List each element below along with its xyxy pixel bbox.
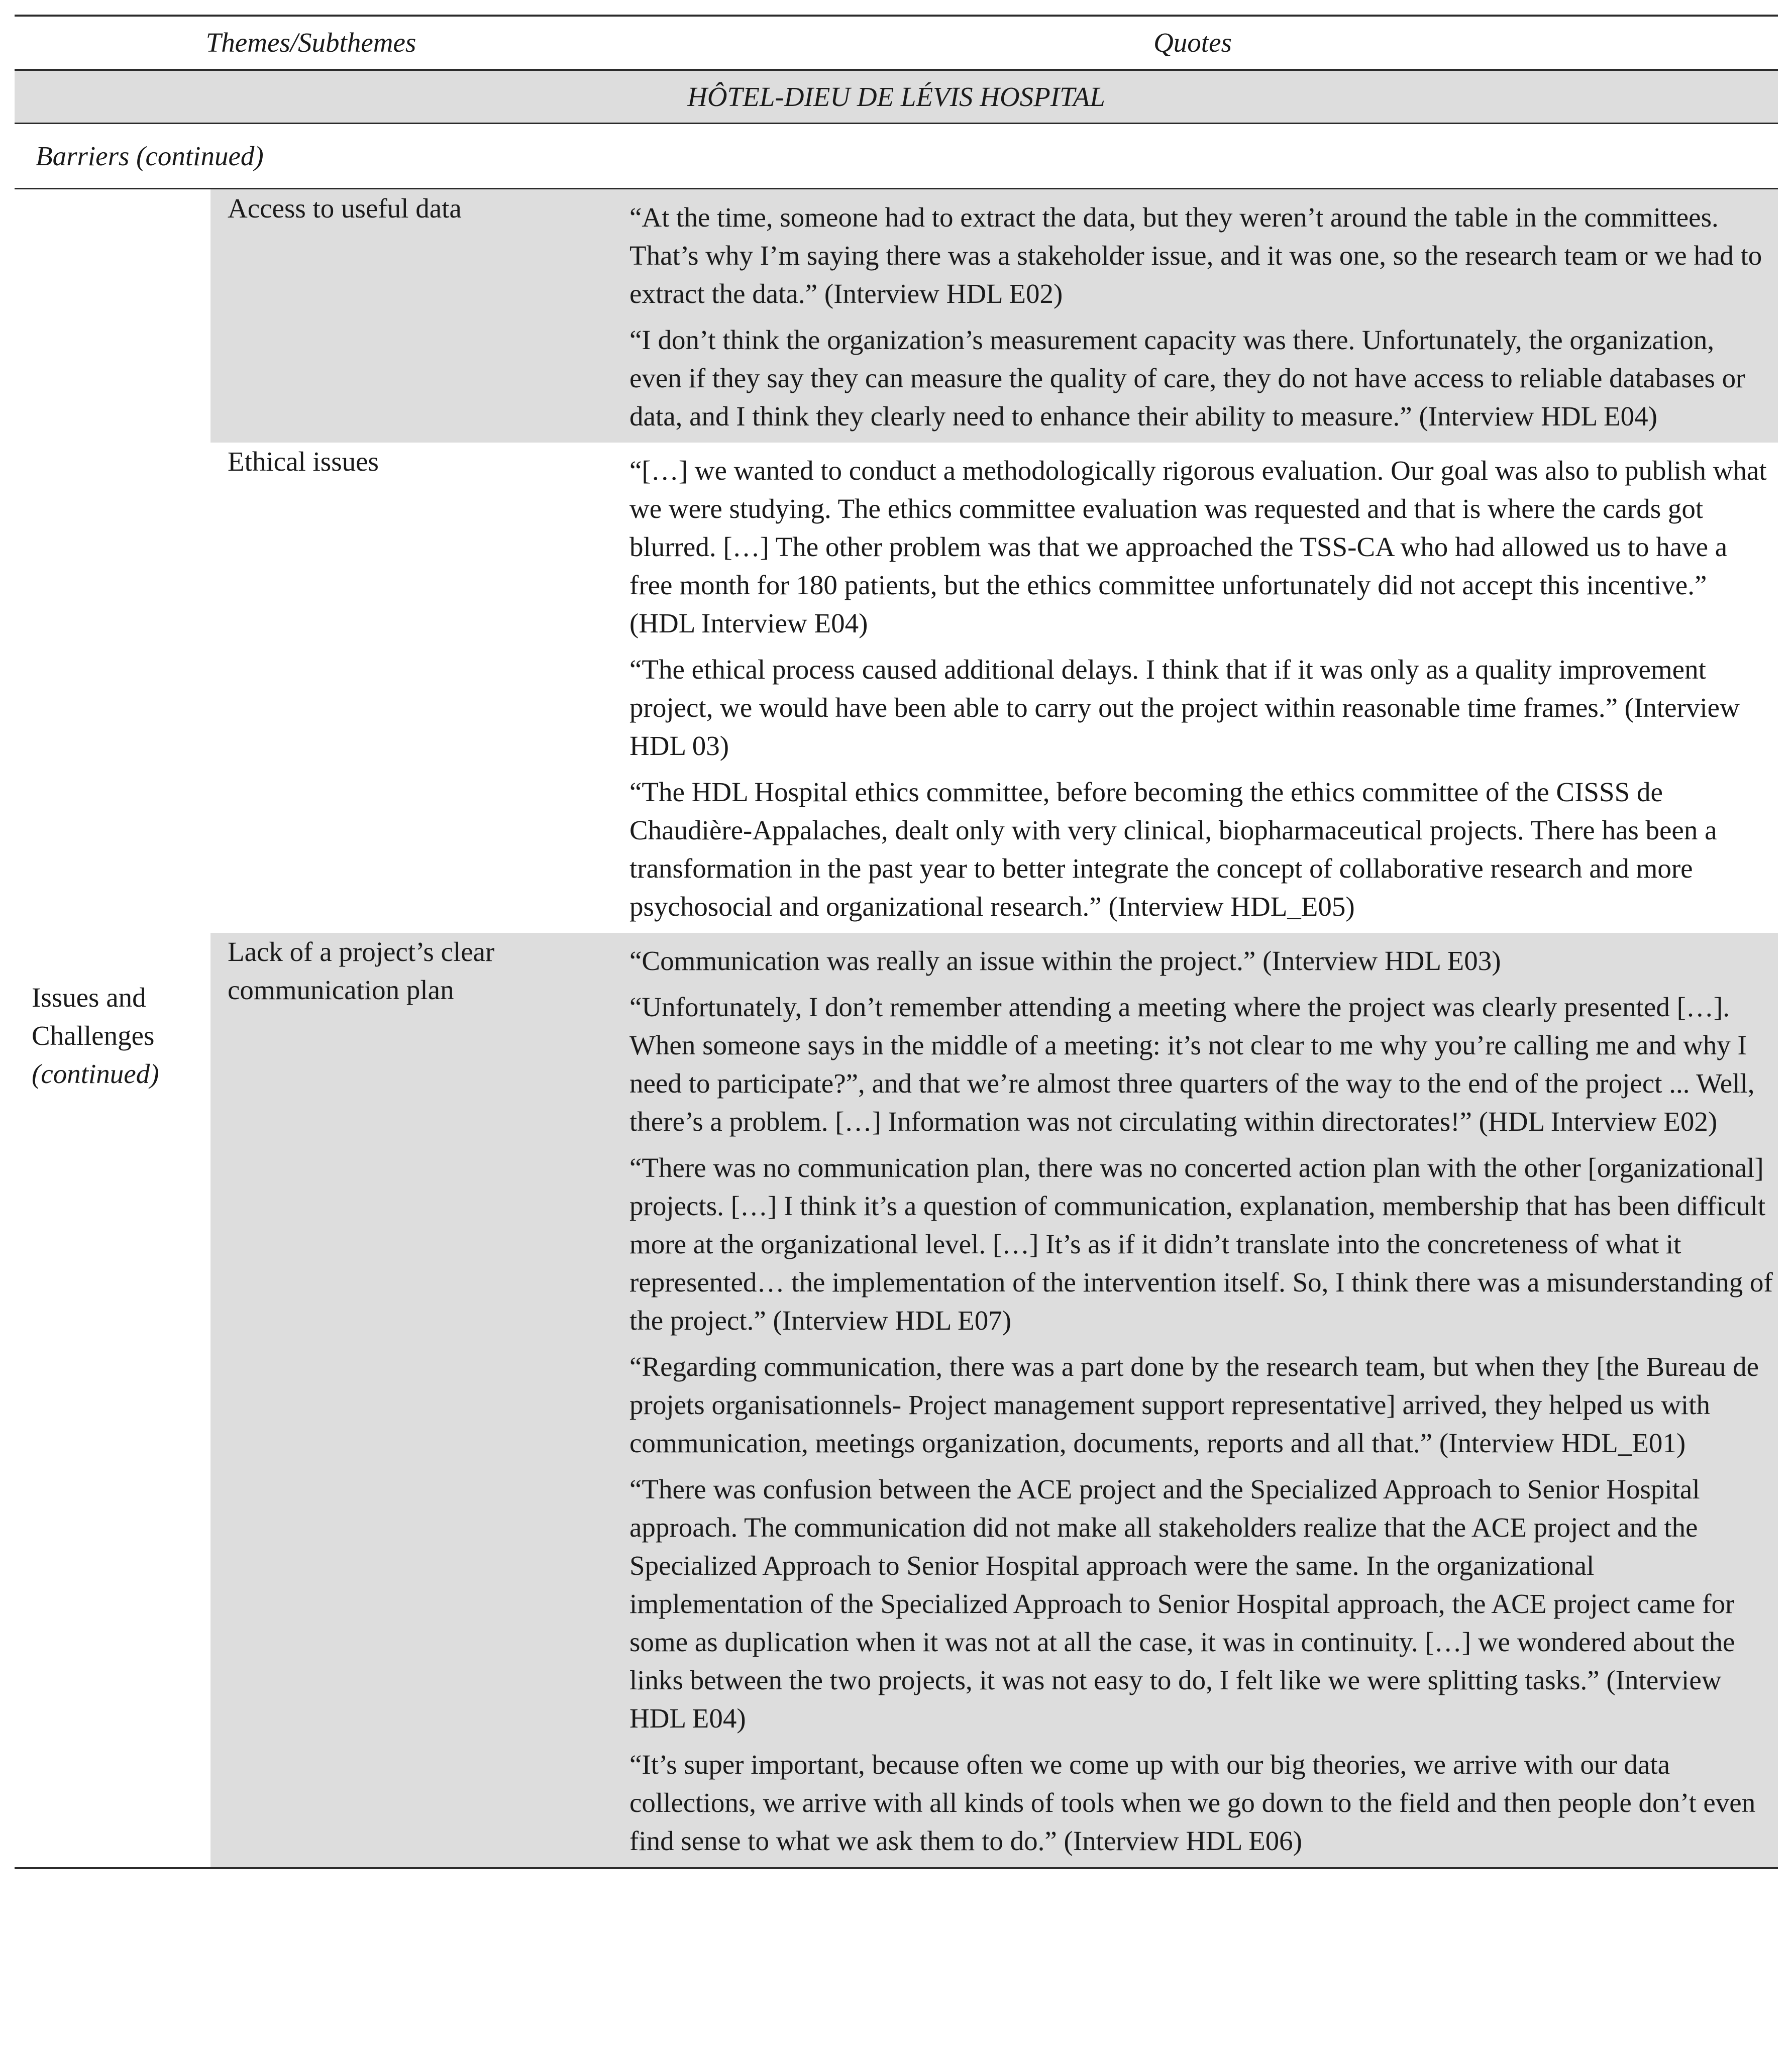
subtheme-cell-ethical	[210, 443, 617, 933]
column-header-quotes: Quotes	[1153, 27, 1232, 58]
column-header-themes: Themes/Subthemes	[205, 27, 416, 58]
quote: “The HDL Hospital ethics committee, before becoming the ethics committee of the CISSS de Chaudière-Appalaches, dealt only with very clinical, biopharmaceutical projects. There has been a transformation in the past year to better integrate the concept of collaborative research and more psychosocial and organizational research.” (Interview HDL_E05)	[629, 777, 1717, 922]
subtheme-label: Ethical issues	[228, 446, 379, 477]
quote: “Unfortunately, I don’t remember attending a meeting where the project was clearly presented […]. When someone says in the middle of a meeting: it’s not clear to me why you’re calling me and why I need to participate?”, and that we’re almost three quarters of the way to the end of the project ... Well, there’s a problem. […] Information was not circulating within directorates!” (HDL Interview E02)	[629, 992, 1755, 1137]
subtheme-label: Access to useful data	[228, 193, 462, 224]
table-body	[15, 189, 1778, 1867]
theme-name: Issues and Challenges	[32, 982, 155, 1051]
quotes-table	[15, 15, 1778, 1869]
quotes-cell-access	[617, 189, 1778, 443]
theme-continued-note: (continued)	[32, 1058, 159, 1089]
quote: “[…] we wanted to conduct a methodologically rigorous evaluation. Our goal was also to publish what we were studying. The ethics committee evaluation was requested and that is where the cards got blurred. […] The other problem was that we approached the TSS-CA who had allowed us to have a free month for 180 patients, but the ethics committee unfortunately did not accept this incentive.” (HDL Interview E04)	[629, 455, 1767, 638]
quote: “Regarding communication, there was a part done by the research team, but when they [the Bureau de projets organisationnels- Project management support representative] arrived, they helped us with communication, meetings organization, documents, reports and all that.” (Interview HDL_E01)	[629, 1351, 1759, 1458]
theme-cell	[15, 189, 210, 1867]
subtheme-cell-communication	[210, 933, 617, 1867]
subtheme-label: Lack of a project’s clear communication plan	[228, 936, 495, 1005]
subtheme-cell-access	[210, 189, 617, 443]
table-header-row	[15, 17, 1778, 69]
quote: “There was confusion between the ACE project and the Specialized Approach to Senior Hospital approach. The communication did not make all stakeholders realize that the ACE project and the Specialized Approach to Senior Hospital approach were the same. In the organizational implementation of the Specialized Approach to Senior Hospital approach, the ACE project came for some as duplication when it was not at all the case, it was in continuity. […] we wondered about the links between the two projects, it was not easy to do, I felt like we were splitting tasks.” (Interview HDL E04)	[629, 1474, 1735, 1734]
quote: “At the time, someone had to extract the data, but they weren’t around the table in the committees. That’s why I’m saying there was a stakeholder issue, and it was one, so the research team or we had to extract the data.” (Interview HDL E02)	[629, 202, 1762, 309]
bottom-rule	[15, 1867, 1778, 1869]
quote: “I don’t think the organization’s measurement capacity was there. Unfortunately, the organization, even if they say they can measure the quality of care, they do not have access to reliable databases or data, and I think they clearly need to enhance their ability to measure.” (Interview HDL E04)	[629, 325, 1745, 432]
quotes-cell-communication	[617, 933, 1778, 1867]
section-label: Barriers (continued)	[36, 140, 264, 171]
hospital-band	[15, 71, 1778, 123]
quote: “Communication was really an issue within the project.” (Interview HDL E03)	[629, 945, 1501, 976]
hospital-name: HÔTEL-DIEU DE LÉVIS HOSPITAL	[687, 81, 1105, 112]
quote: “It’s super important, because often we come up with our big theories, we arrive with our data collections, we arrive with all kinds of tools when we go down to the field and then people don’t even find sense to what we ask them to do.” (Interview HDL E06)	[629, 1749, 1756, 1856]
quote: “The ethical process caused additional delays. I think that if it was only as a quality improvement project, we would have been able to carry out the project within reasonable time frames.” (Interview HDL 03)	[629, 654, 1740, 761]
quotes-cell-ethical	[617, 443, 1778, 933]
quote: “There was no communication plan, there was no concerted action plan with the other [organizational] projects. […] I think it’s a question of communication, explanation, membership that has been difficult more at the organizational level. […] It’s as if it didn’t translate into the concreteness of what it represented… the implementation of the intervention itself. So, I think there was a misunderstanding of the project.” (Interview HDL E07)	[629, 1152, 1773, 1336]
